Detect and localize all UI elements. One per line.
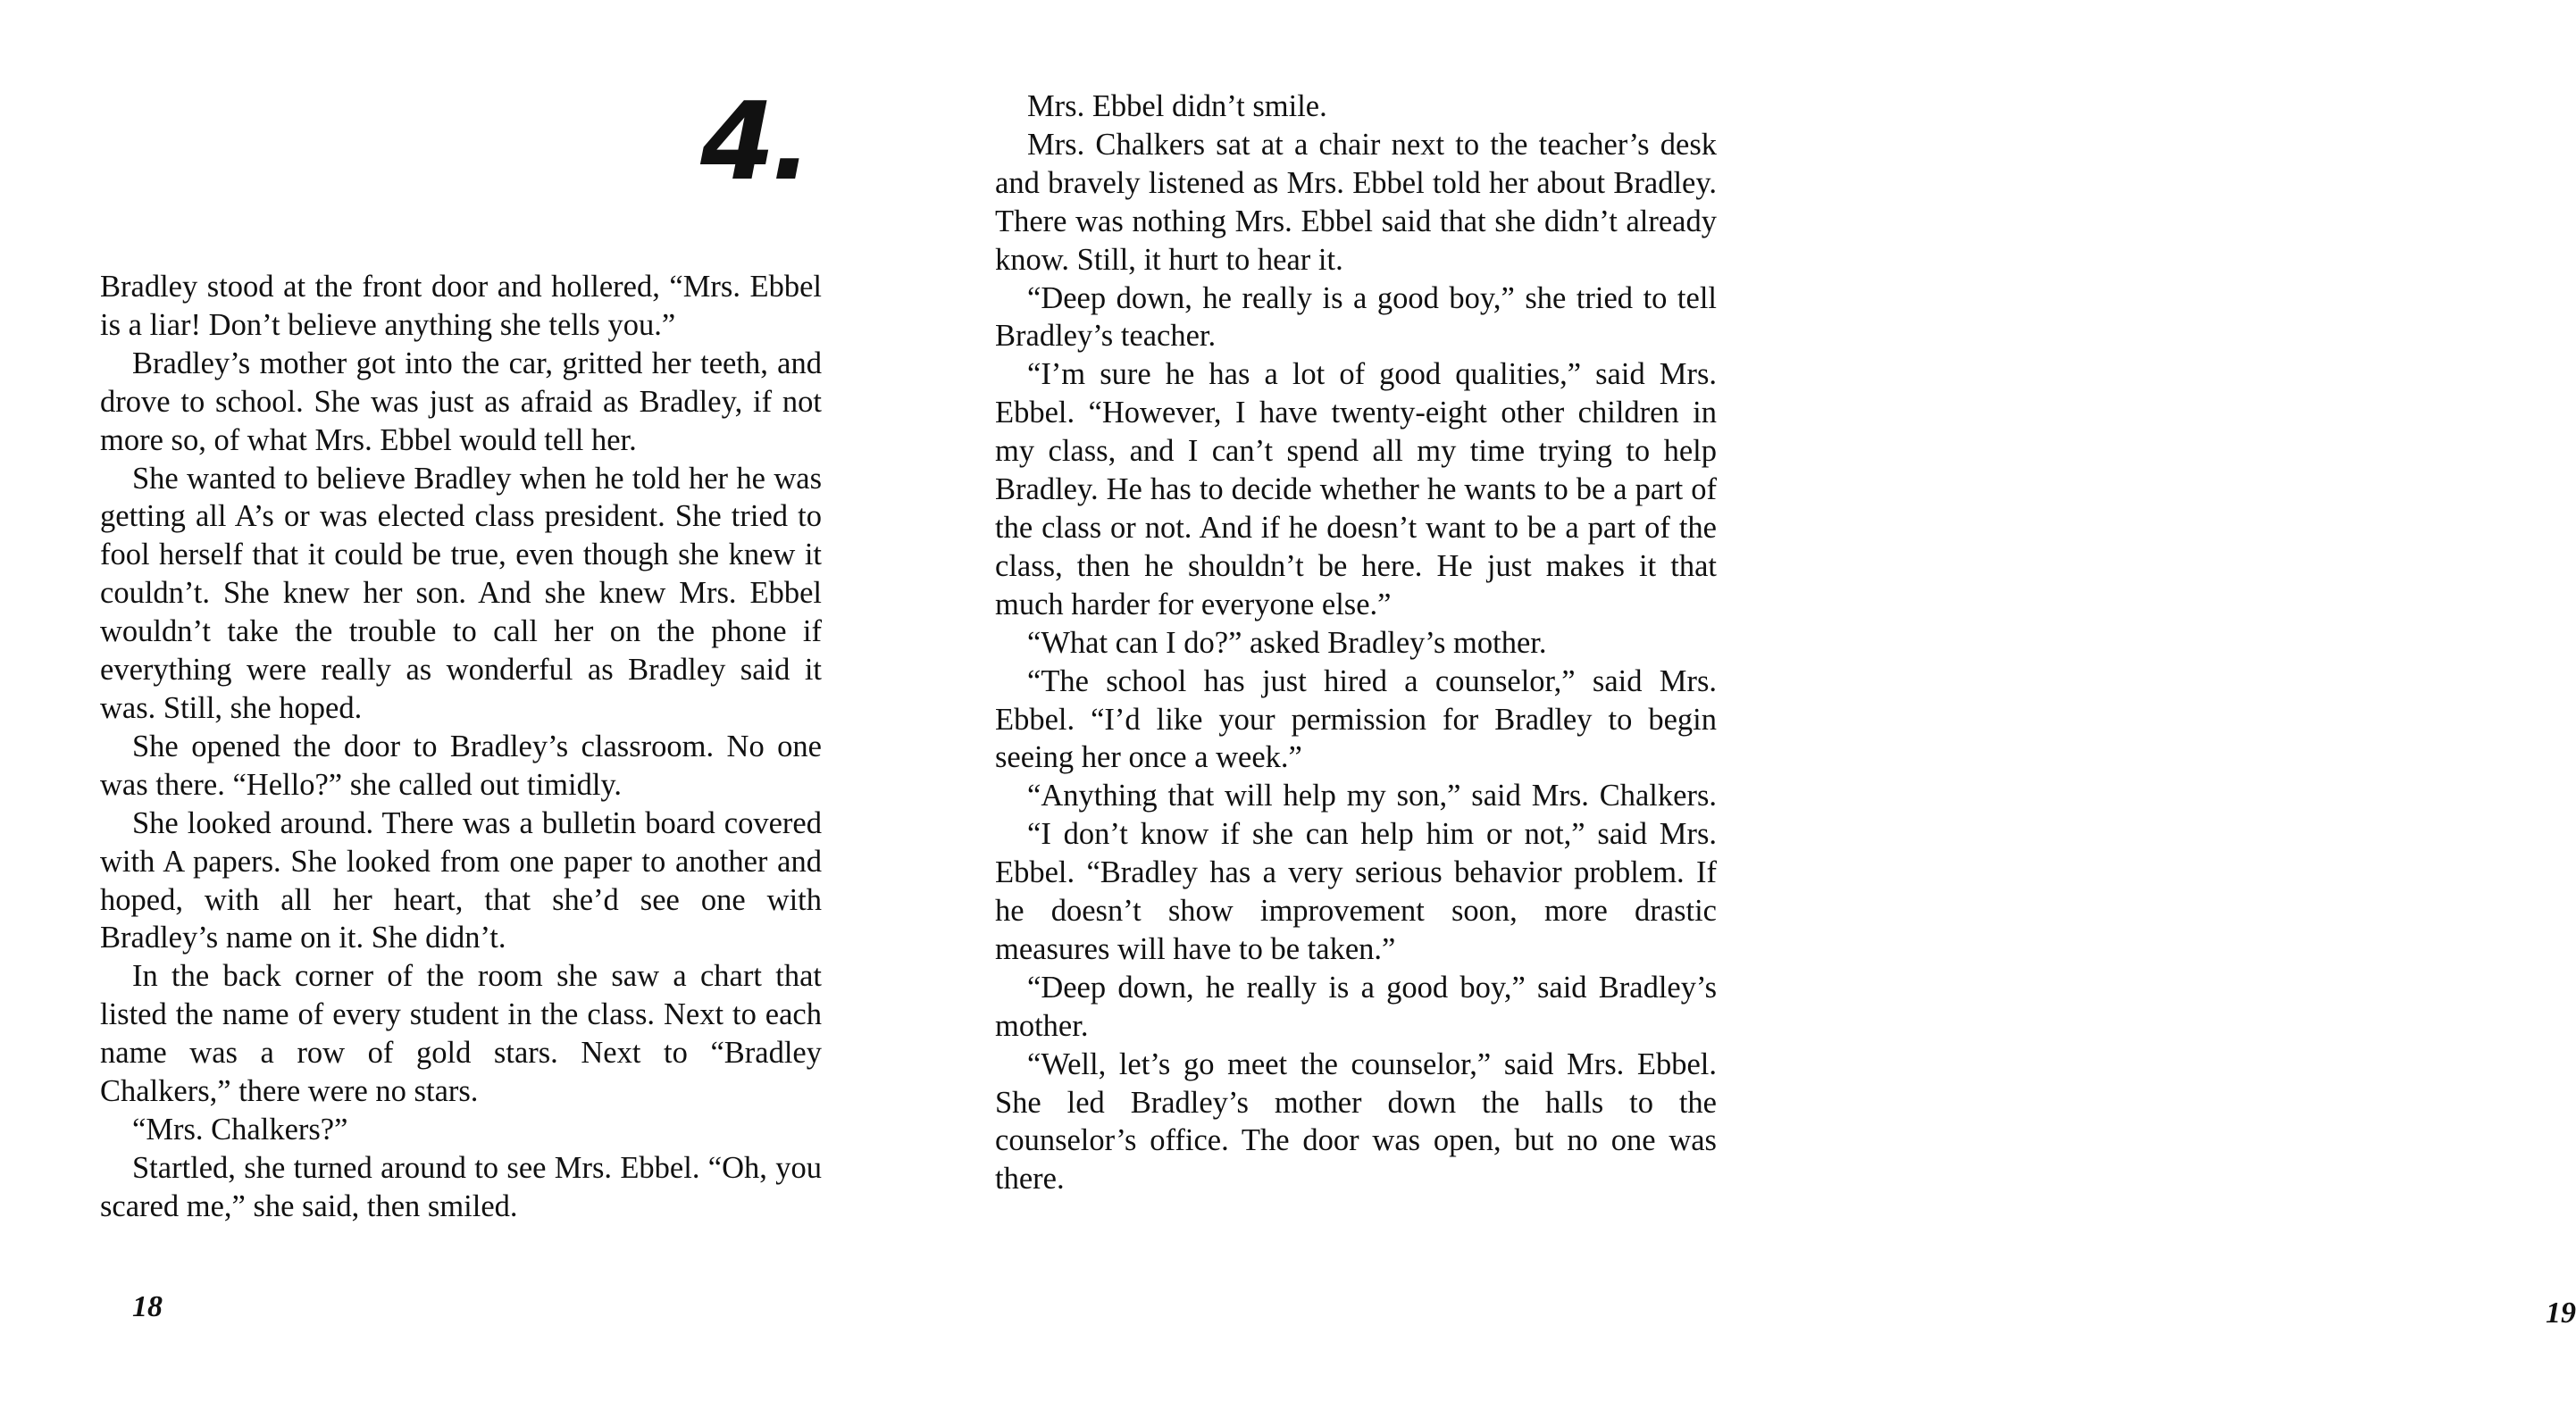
paragraph: Bradley stood at the front door and hollered, “Mrs. Ebbel is a liar! Don’t believe anything she tells you.” [100, 270, 822, 342]
paragraph: “I’m sure he has a lot of good qualities,” said Mrs. Ebbel. “However, I have twenty-eight other children in my class, and I can’t spend all my time trying to help Bradley. He has to decide whether he wants to be a part of the class or not. And if he doesn’t want to be a part of the class, then he shouldn’t be here. He just makes it that much harder for everyone else.” [995, 357, 1717, 621]
paragraph: “Mrs. Chalkers?” [132, 1112, 348, 1147]
paragraph: “Well, let’s go meet the counselor,” said Mrs. Ebbel. She led Bradley’s mother down the halls to the counselor’s office. The door was open, but no one was there. [995, 1047, 1717, 1197]
right-page-text [995, 88, 1717, 1198]
chapter-number: 4. [700, 80, 809, 204]
paragraph: In the back corner of the room she saw a chart that listed the name of every student in the class. Next to each name was a row of gold stars. Next to “Bradley Chalkers,” there were no stars. [100, 959, 822, 1109]
paragraph: “Deep down, he really is a good boy,” said Bradley’s mother. [995, 970, 1717, 1043]
left-page-text [100, 268, 822, 1226]
paragraph: “The school has just hired a counselor,” said Mrs. Ebbel. “I’d like your permission for Bradley to begin seeing her once a week.” [995, 663, 1717, 775]
page-number: 19 [2546, 1297, 2576, 1330]
paragraph: “What can I do?” asked Bradley’s mother. [1027, 625, 1547, 660]
paragraph: She opened the door to Bradley’s classroom. No one was there. “Hello?” she called out timidly. [100, 729, 822, 802]
paragraph: Startled, she turned around to see Mrs. Ebbel. “Oh, you scared me,” she said, then smiled. [100, 1150, 822, 1223]
paragraph: She looked around. There was a bulletin board covered with A papers. She looked from one paper to another and hoped, with all her heart, that she’d see one with Bradley’s name on it. She didn’t. [100, 805, 822, 955]
left-page [0, 0, 893, 1401]
paragraph: “Anything that will help my son,” said Mrs. Chalkers. [1027, 779, 1717, 813]
paragraph: Bradley’s mother got into the car, gritted her teeth, and drove to school. She was just as afraid as Bradley, if not more so, of what Mrs. Ebbel would tell her. [100, 346, 822, 457]
paragraph: “I don’t know if she can help him or not,” said Mrs. Ebbel. “Bradley has a very serious behavior problem. If he doesn’t show improvement soon, more drastic measures will have to be taken.” [995, 817, 1717, 966]
paragraph: Mrs. Ebbel didn’t smile. [1027, 89, 1327, 123]
page-number: 18 [132, 1290, 163, 1323]
right-page [893, 0, 2576, 1401]
paragraph: Mrs. Chalkers sat at a chair next to the teacher’s desk and bravely listened as Mrs. Ebbel told her about Bradley. There was nothing Mrs. Ebbel said that she didn’t already know. Still, it hurt to hear it. [995, 127, 1717, 277]
paragraph: “Deep down, he really is a good boy,” she tried to tell Bradley’s teacher. [995, 280, 1717, 354]
paragraph: She wanted to believe Bradley when he told her he was getting all A’s or was elected class president. She tried to fool herself that it could be true, even though she knew it couldn’t. She knew her son. And she knew Mrs. Ebbel wouldn’t take the trouble to call her on the phone if everything were really as wonderful as Bradley said it was. Still, she hoped. [100, 461, 822, 725]
